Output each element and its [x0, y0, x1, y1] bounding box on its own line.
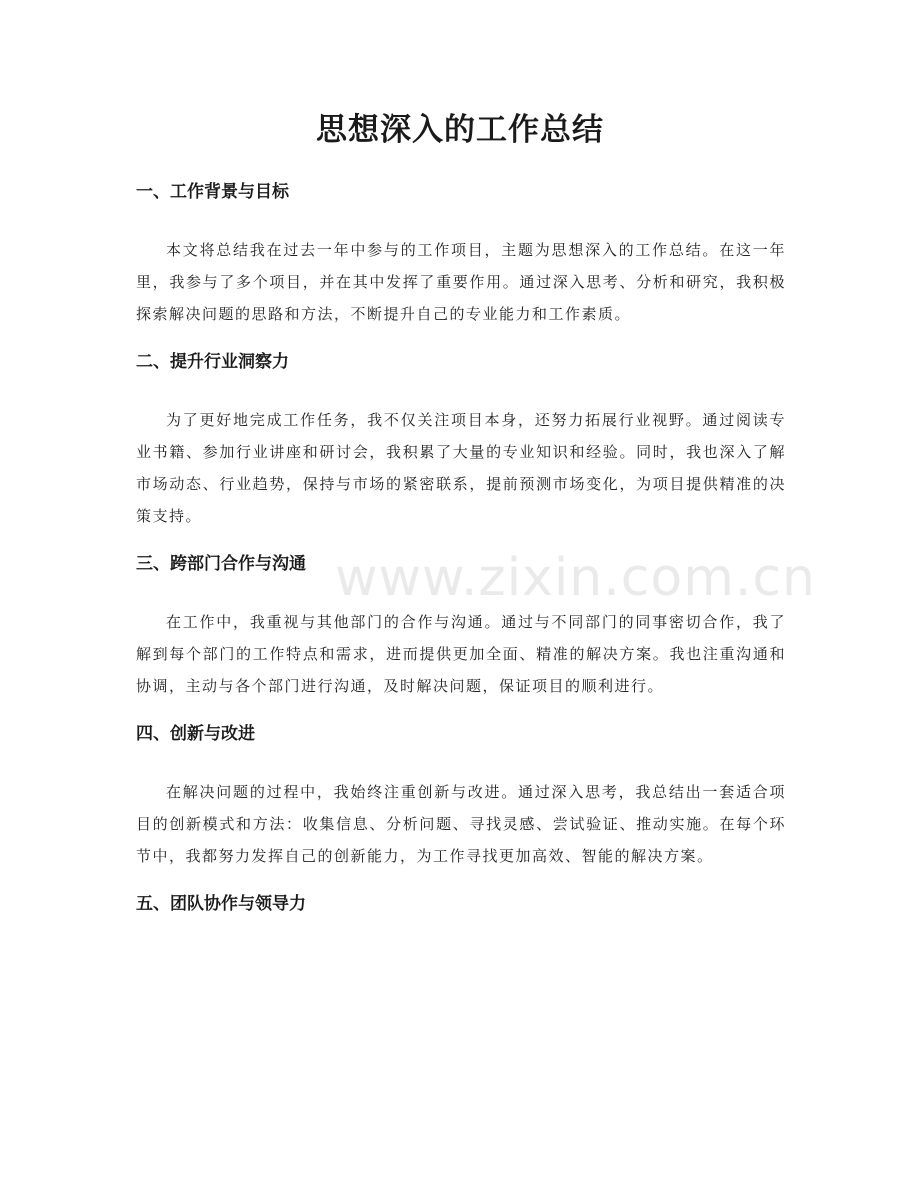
section-cross-department [136, 552, 786, 702]
section-work-background [136, 180, 786, 330]
section-innovation [136, 722, 786, 872]
document-content [136, 180, 786, 946]
section-industry-insight [136, 350, 786, 532]
section-heading: 二、提升行业洞察力 [136, 352, 289, 372]
section-paragraph: 本文将总结我在过去一年中参与的工作项目，主题为思想深入的工作总结。在这一年里，我参与了多个项目，并在其中发挥了重要作用。通过深入思考、分析和研究，我积极探索解决问题的思路和方法，不断提升自己的专业能力和工作素质。 [136, 241, 786, 323]
section-heading: 四、创新与改进 [136, 724, 255, 744]
section-heading: 五、团队协作与领导力 [136, 894, 306, 914]
section-heading: 三、跨部门合作与沟通 [136, 554, 306, 574]
section-paragraph: 在解决问题的过程中，我始终注重创新与改进。通过深入思考，我总结出一套适合项目的创新模式和方法：收集信息、分析问题、寻找灵感、尝试验证、推动实施。在每个环节中，我都努力发挥自己的创新能力，为工作寻找更加高效、智能的解决方案。 [136, 783, 786, 865]
section-heading: 一、工作背景与目标 [136, 182, 289, 202]
watermark: www.zixin.com.cn [335, 548, 816, 608]
section-teamwork-leadership [136, 892, 786, 916]
section-paragraph: 为了更好地完成工作任务，我不仅关注项目本身，还努力拓展行业视野。通过阅读专业书籍、参加行业讲座和研讨会，我积累了大量的专业知识和经验。同时，我也深入了解市场动态、行业趋势，保持与市场的紧密联系，提前预测市场变化，为项目提供精准的决策支持。 [136, 411, 786, 525]
section-paragraph: 在工作中，我重视与其他部门的合作与沟通。通过与不同部门的同事密切合作，我了解到每个部门的工作特点和需求，进而提供更加全面、精准的解决方案。我也注重沟通和协调，主动与各个部门进行沟通，及时解决问题，保证项目的顺利进行。 [136, 613, 786, 695]
document-title: 思想深入的工作总结 [316, 112, 604, 148]
